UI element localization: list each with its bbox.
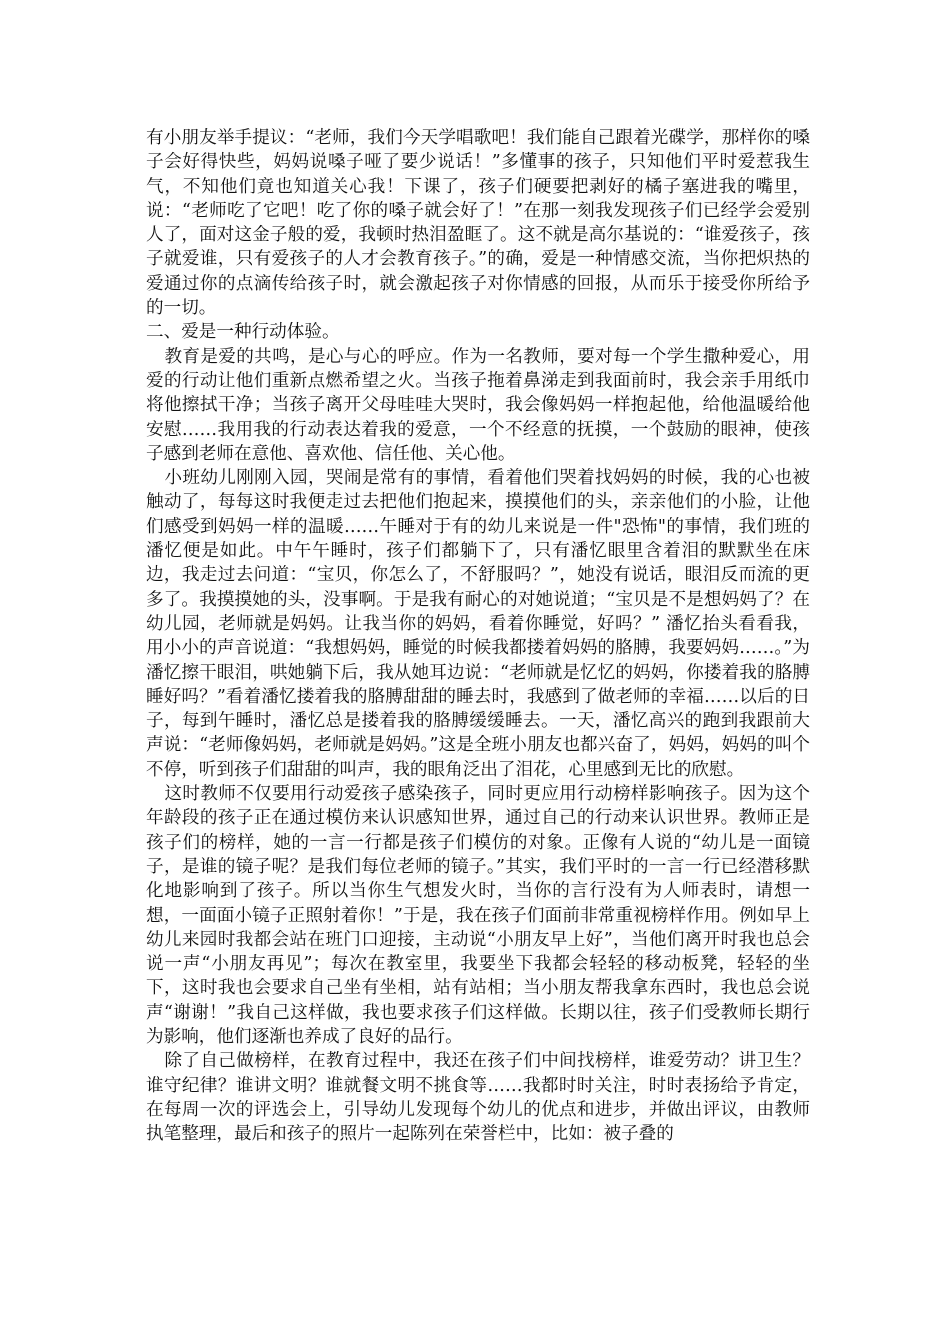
document-page xyxy=(146,126,810,1146)
paragraph-4: 这时教师不仅要用行动爱孩子感染孩子，同时更应用行动榜样影响孩子。因为这个年龄段的孩子正在通过模仿来认识感知世界，通过自己的行动来认识世界。教师正是孩子们的榜样，她的一言一行都是孩子们模仿的对象。正像有人说的“幼儿是一面镜子，是谁的镜子呢？是我们每位老师的镜子。”其实，我们平时的一言一行已经潜移默化地影响到了孩子。所以当你生气想发火时，当你的言行没有为人师表时，请想一想，一面面小镜子正照射着你！”于是，我在孩子们面前非常重视榜样作用。例如早上幼儿来园时我都会站在班门口迎接，主动说“小朋友早上好”，当他们离开时我也总会说一声“小朋友再见”；每次在教室里，我要坐下我都会轻轻的移动板凳，轻轻的坐下，这时我也会要求自己坐有坐相，站有站相；当小朋友帮我拿东西时，我也总会说声“谢谢！”我自己这样做，我也要求孩子们这样做。长期以往，孩子们受教师长期行为影响，他们逐渐也养成了良好的品行。 xyxy=(146,784,810,1047)
paragraph-1: 有小朋友举手提议：“老师，我们今天学唱歌吧！我们能自己跟着光碟学，那样你的嗓子会好得快些，妈妈说嗓子哑了要少说话！”多懂事的孩子，只知他们平时爱惹我生气，不知他们竟也知道关心我！下课了，孩子们硬要把剥好的橘子塞进我的嘴里，说：“老师吃了它吧！吃了你的嗓子就会好了！”在那一刻我发现孩子们已经学会爱别人了，面对这金子般的爱，我顿时热泪盈眶了。这不就是高尔基说的：“谁爱孩子，孩子就爱谁，只有爱孩子的人才会教育孩子。”的确，爱是一种情感交流，当你把炽热的爱通过你的点滴传给孩子时，就会激起孩子对你情感的回报，从而乐于接受你所给予的一切。 xyxy=(146,128,810,319)
paragraph-2: 教育是爱的共鸣，是心与心的呼应。作为一名教师，要对每一个学生撒种爱心，用爱的行动让他们重新点燃希望之火。当孩子拖着鼻涕走到我面前时，我会亲手用纸巾将他擦拭干净；当孩子离开父母哇哇大哭时，我会像妈妈一样抱起他，给他温暖给他安慰……我用我的行动表达着我的爱意，一个不经意的抚摸，一个鼓励的眼神，使孩子感到老师在意他、喜欢他、信任他、关心他。 xyxy=(146,346,810,464)
paragraph-5: 除了自己做榜样，在教育过程中，我还在孩子们中间找榜样，谁爱劳动？讲卫生？谁守纪律？谁讲文明？谁就餐文明不挑食等……我都时时关注，时时表扬给予肯定，在每周一次的评选会上，引导幼儿发现每个幼儿的优点和进步，并做出评议，由教师执笔整理，最后和孩子的照片一起陈列在荣誉栏中，比如：被子叠的 xyxy=(146,1051,810,1145)
section-heading: 二、爱是一种行动体验。 xyxy=(146,322,340,343)
paragraph-3: 小班幼儿刚刚入园，哭闹是常有的事情，看着他们哭着找妈妈的时候，我的心也被触动了，每每这时我便走过去把他们抱起来，摸摸他们的头，亲亲他们的小脸，让他们感受到妈妈一样的温暖……午睡对于有的幼儿来说是一件"恐怖"的事情，我们班的潘忆便是如此。中午午睡时，孩子们都躺下了，只有潘忆眼里含着泪的默默坐在床边，我走过去问道：“宝贝，你怎么了，不舒服吗？”，她没有说话，眼泪反而流的更多了。我摸摸她的头，没事啊。于是我有耐心的对她说道；“宝贝是不是想妈妈了？在幼儿园，老师就是妈妈。让我当你的妈妈，看着你睡觉，好吗？” 潘忆抬头看看我，用小小的声音说道：“我想妈妈，睡觉的时候我都搂着妈妈的胳膊，我要妈妈……。”为潘忆擦干眼泪，哄她躺下后，我从她耳边说：“老师就是忆忆的妈妈，你搂着我的胳膊睡好吗？”看着潘忆搂着我的胳膊甜甜的睡去时，我感到了做老师的幸福……以后的日子，每到午睡时，潘忆总是搂着我的胳膊缓缓睡去。一天，潘忆高兴的跑到我跟前大声说：“老师像妈妈，老师就是妈妈。”这是全班小朋友也都兴奋了，妈妈，妈妈的叫个不停，听到孩子们甜甜的叫声，我的眼角泛出了泪花，心里感到无比的欣慰。 xyxy=(146,468,810,780)
